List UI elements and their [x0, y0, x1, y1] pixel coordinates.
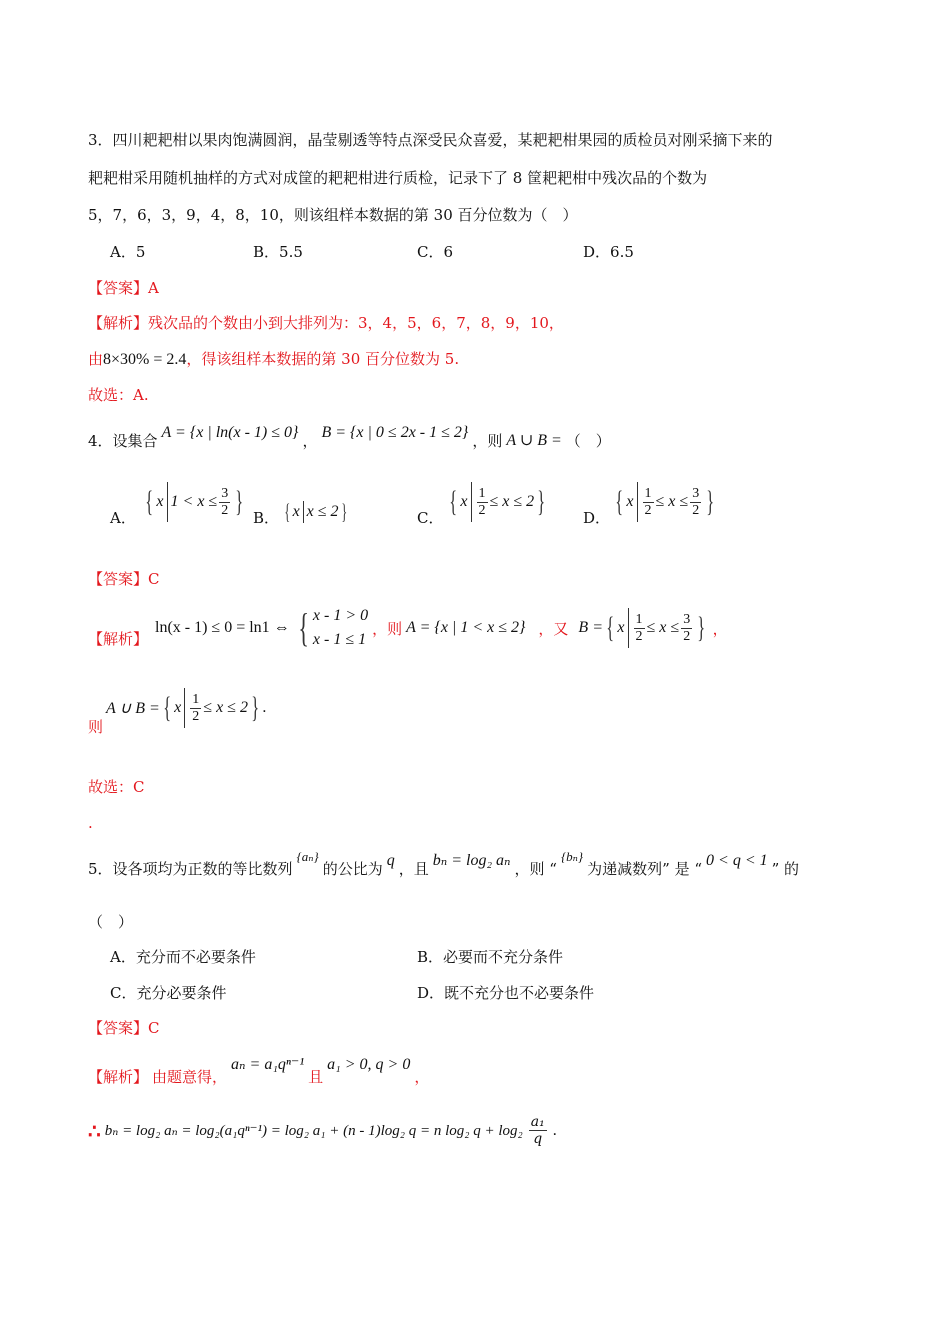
- q5-analysis-frac: [529, 1114, 547, 1147]
- set-bar: [303, 501, 304, 523]
- q4-analysis-system: [294, 604, 368, 652]
- q5-stem-mid2: ，且: [398, 860, 429, 878]
- q4-comma: ，: [302, 432, 318, 450]
- left-brace-icon: {: [606, 611, 615, 644]
- frac-num: 3: [683, 611, 691, 627]
- right-brace-icon: }: [706, 485, 715, 518]
- q3-analysis-suffix: ，得该组样本数据的第 30 百分位数为 5.: [186, 350, 460, 368]
- frac-den: 2: [644, 502, 652, 518]
- set-bar: [184, 688, 185, 728]
- q4-analysis-set-b: [578, 608, 708, 648]
- q5-analysis-line2: [88, 1114, 557, 1147]
- q5-cond: 0 < q < 1: [706, 852, 768, 869]
- frac-num: 1: [192, 691, 200, 707]
- q4-option-a-set: [142, 482, 247, 522]
- frac-den: 2: [192, 708, 200, 724]
- q4-stem-prefix: 4．设集合: [88, 432, 158, 450]
- left-brace-icon: {: [298, 605, 309, 650]
- q3-answer: 【答案】A: [88, 279, 159, 297]
- frac-den: 2: [221, 502, 229, 518]
- q4-option-c-set: [446, 482, 549, 522]
- frac-den: 2: [635, 628, 643, 644]
- q4-option-d-frac2: [690, 486, 701, 519]
- q3-stem-line3: 5，7，6，3，9，4，8，10，则该组样本数据的第 30 百分位数为（ ）: [88, 206, 578, 224]
- q5-option-b: B．必要而不充分条件: [417, 948, 564, 966]
- left-brace-icon: {: [145, 485, 154, 518]
- q4-option-d-set: [612, 482, 718, 522]
- stray-dot: .: [88, 814, 93, 832]
- q4-option-b-rel: x ≤ 2: [306, 503, 339, 520]
- q4-stem-then: ，则: [472, 432, 503, 450]
- set-bar: [471, 482, 472, 522]
- q4-option-a-rel: 1 < x ≤: [170, 493, 218, 510]
- right-brace-icon: }: [537, 485, 546, 518]
- q4-union: A ∪ B =: [506, 432, 562, 449]
- q5-paren: （ ）: [88, 913, 134, 931]
- frac-num: 1: [478, 485, 486, 501]
- q5-analysis-derivation: bₙ = log₂ aₙ = log₂(a₁qⁿ⁻¹) = log₂ a₁ + (n - 1)log₂ q = n log₂ q + log₂: [104, 1123, 523, 1139]
- q3-analysis-text: 残次品的个数由小到大排列为：3，4，5，6，7，8，9，10，: [148, 314, 564, 332]
- q5-stem-mid1: 的公比为: [322, 860, 383, 878]
- q5-analysis-and: 且: [308, 1068, 324, 1086]
- therefore-icon: ∴: [88, 1118, 101, 1143]
- q4-analysis-b-var: x: [617, 619, 625, 636]
- q4-option-a-var: x: [156, 493, 164, 510]
- q3-option-b: B．5.5: [253, 243, 303, 261]
- right-brace-icon: }: [697, 611, 706, 644]
- q3-conclusion: 故选：A.: [88, 386, 149, 404]
- q4-option-c-rel: ≤ x ≤ 2: [489, 493, 535, 510]
- q4-option-c-label: C．: [417, 509, 444, 527]
- q5-q: q: [386, 852, 395, 869]
- q4-option-b-label: B．: [253, 509, 280, 527]
- period: .: [552, 1121, 557, 1139]
- q5-analysis-line1: [88, 1056, 430, 1088]
- q4-analysis-union-rel: ≤ x ≤ 2: [203, 699, 248, 716]
- period: .: [262, 699, 267, 716]
- q4-paren: （ ）: [565, 432, 611, 450]
- system-row-1: x - 1 > 0: [312, 607, 369, 624]
- q4-analysis-label: 【解析】: [88, 630, 149, 648]
- q4-conclusion: 故选：C: [88, 778, 145, 796]
- frac-num: 3: [692, 485, 700, 501]
- q5-seq-a: {aₙ}: [296, 849, 319, 864]
- q5-option-a: A．充分而不必要条件: [110, 948, 256, 966]
- q5-analysis-text: 由题意得，: [152, 1068, 228, 1086]
- q4-option-d-label: D．: [583, 509, 611, 527]
- q4-set-b: B = {x | 0 ≤ 2x - 1 ≤ 2}: [321, 424, 469, 441]
- q4-option-d-var: x: [626, 493, 634, 510]
- q5-analysis-an: aₙ = a₁qⁿ⁻¹: [231, 1056, 305, 1073]
- q4-option-c-frac: [477, 486, 488, 519]
- q3-analysis-prefix: 由: [88, 350, 104, 368]
- q3-analysis-line2: [88, 348, 459, 371]
- q5-analysis-label: 【解析】: [88, 1068, 149, 1086]
- q4-analysis-set-a: [406, 619, 528, 637]
- q4-analysis-b-rel: ≤ x ≤: [646, 619, 680, 636]
- q5-stem-prefix: 5．设各项均为正数的等比数列: [88, 860, 293, 878]
- q3-option-a: A．5: [110, 243, 146, 261]
- q5-stem-mid4: 为递减数列” 是 “: [587, 860, 703, 878]
- frac-den: 2: [692, 502, 700, 518]
- q5-stem-mid3: ，则 “: [514, 860, 557, 878]
- left-brace-icon: {: [163, 691, 171, 724]
- q4-analysis-b-label: B =: [578, 619, 603, 636]
- q4-analysis-comma: ，: [712, 619, 728, 638]
- q4-analysis-b-frac1: [634, 612, 645, 645]
- q4-analysis-union: [106, 688, 266, 728]
- q4-analysis-union-label: A ∪ B =: [106, 700, 160, 717]
- frac-num: 1: [635, 611, 643, 627]
- q4-answer: 【答案】C: [88, 570, 160, 588]
- frac-num: 3: [221, 485, 229, 501]
- q4-stem: [88, 424, 611, 452]
- q4-option-b-set: [282, 497, 349, 527]
- q4-analysis-union-frac: [190, 692, 201, 725]
- q3-stem-line1: 3．四川耙耙柑以果肉饱满圆润，晶莹剔透等特点深受民众喜爱，某耙耙柑果园的质检员对刚采摘下来的: [88, 131, 773, 149]
- q5-stem: [88, 849, 800, 880]
- q4-analysis-union-var: x: [174, 699, 182, 716]
- frac-den: 2: [683, 628, 691, 644]
- set-bar: [628, 608, 629, 648]
- right-brace-icon: }: [251, 691, 260, 724]
- q4-option-d-frac1: [643, 486, 654, 519]
- q4-option-a-frac: [219, 486, 230, 519]
- q3-analysis-line1: [88, 312, 564, 334]
- q3-analysis-formula: 8×30% = 2.4: [103, 351, 187, 368]
- right-brace-icon: }: [340, 499, 347, 524]
- q5-answer: 【答案】C: [88, 1019, 160, 1037]
- frac-den: q: [533, 1131, 543, 1147]
- q4-analysis-then2: 则: [88, 718, 104, 736]
- q5-seq-b: {bₙ}: [560, 849, 584, 864]
- left-brace-icon: {: [449, 485, 458, 518]
- q4-analysis-set-a-text: A = {x | 1 < x ≤ 2}: [406, 619, 526, 636]
- q5-bn-def: bₙ = log₂ aₙ: [432, 852, 511, 869]
- frac-num: 1: [644, 485, 652, 501]
- q5-option-d: D．既不充分也不必要条件: [417, 984, 595, 1002]
- q4-option-c-var: x: [460, 493, 468, 510]
- q3-option-d: D．6.5: [583, 243, 634, 261]
- set-bar: [167, 482, 168, 522]
- q4-set-a: A = {x | ln(x - 1) ≤ 0}: [161, 424, 299, 441]
- q4-option-b-var: x: [292, 503, 300, 520]
- frac-den: 2: [478, 502, 486, 518]
- q5-analysis-comma: ，: [414, 1068, 430, 1086]
- q4-option-a-label: A．: [110, 509, 136, 527]
- left-brace-icon: {: [615, 485, 624, 518]
- q5-option-c: C．充分必要条件: [110, 984, 227, 1002]
- set-bar: [637, 482, 638, 522]
- q4-analysis-ln: ln(x - 1) ≤ 0 = ln1 ⇔: [155, 619, 290, 636]
- q5-stem-post: ” 的: [771, 860, 800, 878]
- q5-analysis-pos: a₁ > 0, q > 0: [327, 1056, 411, 1073]
- q4-analysis-line1: [155, 604, 728, 652]
- q3-stem-line2: 耙耙柑采用随机抽样的方式对成筐的耙耙柑进行质检，记录下了 8 筐耙耙柑中残次品的个数为: [88, 169, 708, 187]
- q4-analysis-b-frac2: [681, 612, 692, 645]
- q4-option-d-rel: ≤ x ≤: [655, 493, 689, 510]
- frac-num: a₁: [530, 1114, 545, 1130]
- q4-analysis-also: ，又: [538, 619, 569, 638]
- q3-analysis-label: 【解析】: [88, 314, 149, 332]
- left-brace-icon: {: [284, 499, 291, 524]
- q3-option-c: C．6: [417, 243, 454, 261]
- system-row-2: x - 1 ≤ 1: [312, 631, 367, 648]
- right-brace-icon: }: [235, 485, 244, 518]
- q4-analysis-then: ，则: [372, 619, 403, 638]
